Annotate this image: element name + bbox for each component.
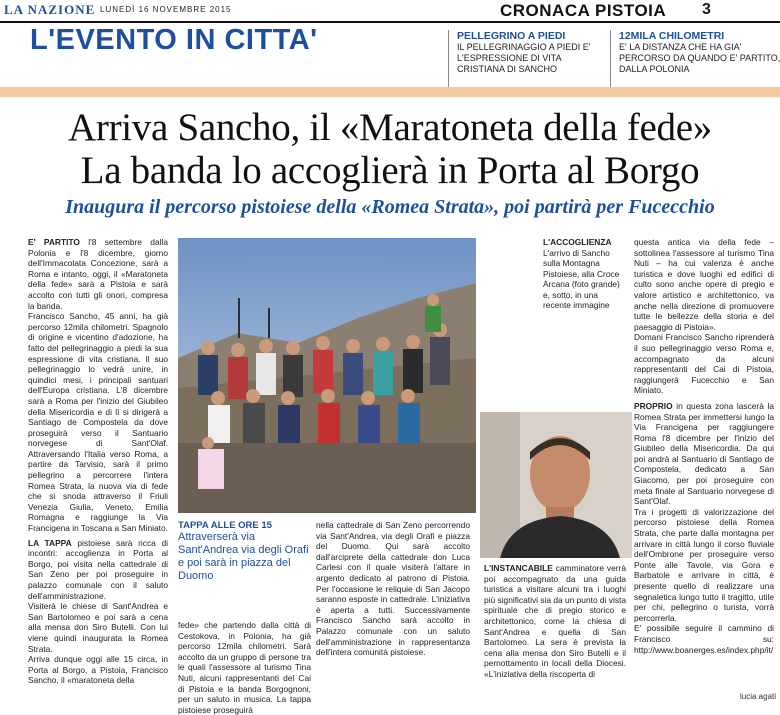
main-photo-group: [178, 238, 476, 513]
author-byline: lucia agati: [740, 692, 777, 701]
paragraph: Visiterà le chiese di Sant'Andrea e San Bartolomeo e poi sarà a cena alla mensa don Siro Butelli. Con lui viene quindi inaugurata la Romea Strata.: [28, 601, 168, 654]
side-box-distance: [610, 30, 780, 87]
side-box-text: IL PELLEGRINAGGIO A PIEDI E' L'ESPRESSIONE DI VITA CRISTIANA DI SANCHO: [457, 42, 591, 74]
group-photo-illustration: [178, 238, 476, 513]
paragraph: LA TAPPA pistoiese sarà ricca di incontri: accoglienza in Porta al Borgo, poi visita nella cattedrale di San Zeno per poi proseguire in palazzo comunale con il saluto dell'amministrazione.: [28, 537, 169, 601]
portrait-illustration: [480, 412, 632, 558]
headline-line-2: La banda lo accoglierà in Porta al Borgo: [80, 149, 700, 192]
side-box-text: E' LA DISTANZA CHE HA GIA' PERCORSO DA QUANDO E' PARTITO, DALLA POLONIA: [619, 42, 780, 74]
article-column-4: L'INSTANCABILE camminatore verrà poi accompagnato da una guida turistica a visitare alcuni tra i luoghi più significativi sia da un punto di vista spirituale che di pregio storico e architettonico, come la chiesa di Sant'Andrea e quella di San Bartolomeo. La sera è prevista la cena alla mensa don Siro Butelli e il pernottamento in locali della Diocesi. «L'iniziativa della riscoperta di: [484, 563, 626, 679]
side-box-title: PELLEGRINO A PIEDI: [457, 30, 566, 42]
newspaper-logo: LA NAZIONE: [4, 2, 96, 17]
paragraph: Arriva dunque oggi alle 15 circa, in Porta al Borgo, a Pistoia, Francisco Sancho, il «maratoneta della: [28, 654, 168, 686]
paragraph: questa antica via della fede – sottolinea l'assessore al turismo Tina Nuti – ha cui valenza è anche turistica e dove luoghi ed edifici di culto sono anche opere di pregio e valore artistico e architettonico, va anche nella direzione di promuovere tutte le bellezze della storia e del paesaggio di Pistoia».: [634, 237, 774, 332]
paragraph: PROPRIO in questa zona lascerà la Romea Strata per immettersi lungo la Via Francigena per raggiungere Roma l'8 dicembre per l'inizio del Giubileo della Misericordia. Da qui poi andrà al Santuario di Santiago de Compostela, dedicato a San Giacomo, per poi proseguire con meta finale al Santuario norvegese di Sant'Olaf.: [634, 400, 774, 507]
article-column-3: nella cattedrale di San Zeno percorrendo via Sant'Andrea, via degli Orafi e piazza del Duomo. Qui sarà accolto dall'arciprete della cattedrale don Luca Carlesi con il quale visiterà l'altare in argento dedicato al patrono di Pistoia. Per l'occasione le reliquie di San Jacopo saranno esposte in cattedrale. L'iniziativa è aperta a tutti. Successivamente Francisco Sancho sarà accolto in Palazzo comunale con un saluto dell'amministrazione in rappresentanza dell'intera comunità pistoiese.: [316, 520, 470, 658]
side-box-title: 12MILA CHILOMETRI: [619, 30, 725, 42]
tappa-box: [178, 520, 311, 583]
photo-caption: L'ACCOGLIENZA L'arrivo di Sancho sulla Montagna Pistoiese, alla Croce Arcana (foto grande) e, sotto, in una recente immagine: [543, 237, 620, 310]
article-column-1: [28, 237, 168, 686]
paragraph: Domani Francisco Sancho riprenderà il suo pellegrinaggio verso Roma e, accompagnato da alcuni rappresentanti del Cai di Pistoia, raggiungerà Fucecchio e San Miniato.: [634, 332, 774, 396]
event-banner-title: L'EVENTO IN CITTA': [30, 24, 318, 56]
paragraph: E' possibile seguire il cammino di Francisco su: http://www.boanerges.es/index.php/it/: [634, 623, 774, 655]
tappa-text: Attraverserà via Sant'Andrea via degli Orafi e poi sarà in piazza del Duomo: [178, 531, 309, 582]
section-title: CRONACA PISTOIA: [500, 1, 667, 20]
issue-date: LUNEDÌ 16 NOVEMBRE 2015: [100, 5, 232, 14]
masthead: [0, 0, 780, 22]
side-box-pilgrim: [448, 30, 607, 87]
paragraph: E' PARTITO l'8 settembre dalla Polonia e l'8 dicembre, giorno dell'Immacolata Concezione, sarà a Roma e intanto, oggi, il «Maratoneta della fede» sarà a Pistoia e sarà accolto con tutti gli onori, compresa la banda.: [28, 237, 168, 311]
subheadline: Inaugura il percorso pistoiese della «Romea Strata», poi partirà per Fucecchio: [65, 196, 715, 218]
page-number: 3: [702, 1, 711, 18]
article-column-5: [634, 237, 774, 655]
article-column-2: fede» che partendo dalla città di Cestokova, in Polonia, ha già percorso 12mila chilometri. Sarà accolto da un gruppo di persone tra le quali l'assessore al turismo Tina Nuti, alcuni rappresentanti del Cai di Pistoia e la banda Borgognoni, per un saluto in musica. La tappa pistoiese proseguirà: [178, 620, 311, 715]
paragraph: Francisco Sancho, 45 anni, ha già percorso 12mila chilometri. Spagnolo di origine e vicentino d'adozione, ha fatto del pellegrinaggio a piedi la sua espressione di vita cristiana. Il suo pellegrinaggio lo vedrà unire, in quindici mesi, i principali santuari dell'Europa cristiana. L'8 dicembre sarà a Roma per l'inizio del Giubileo della Misericordia e di lì si dirigerà a Santiago de Compostela da dove proseguirà verso il Santuario norvegese di Sant'Olaf. Attraversando l'Italia verso Roma, a partire da Tarvisio, sarà il primo pellegrino a percorrere l'intera Romea Strata, la nuova via di fede che si snoda attraverso il Friuli Venezia Giulia, Veneto, Emilia Romagna e raggiunge la Via Francigena in Toscana a San Miniato.: [28, 311, 168, 534]
portrait-photo: [480, 412, 632, 558]
tappa-title: TAPPA ALLE ORE 15: [178, 520, 272, 531]
header-rule: [0, 21, 780, 23]
paragraph: Tra i progetti di valorizzazione del percorso pistoiese della Romea Strata, che parte dalla montagna per arrivare in città lungo il corso fluviale dell'Ombrone per proseguire verso Ponte alle Tavole, via Gora e Barbatole e arrivare in città, è presente quello di realizzare una segnaletica lungo tutto il tragitto, utile per chi, pellegrino o turista, vorrà percorrerla.: [634, 506, 774, 623]
color-band: [0, 87, 780, 97]
headline-line-1: Arriva Sancho, il «Maratoneta della fede»: [68, 106, 712, 149]
